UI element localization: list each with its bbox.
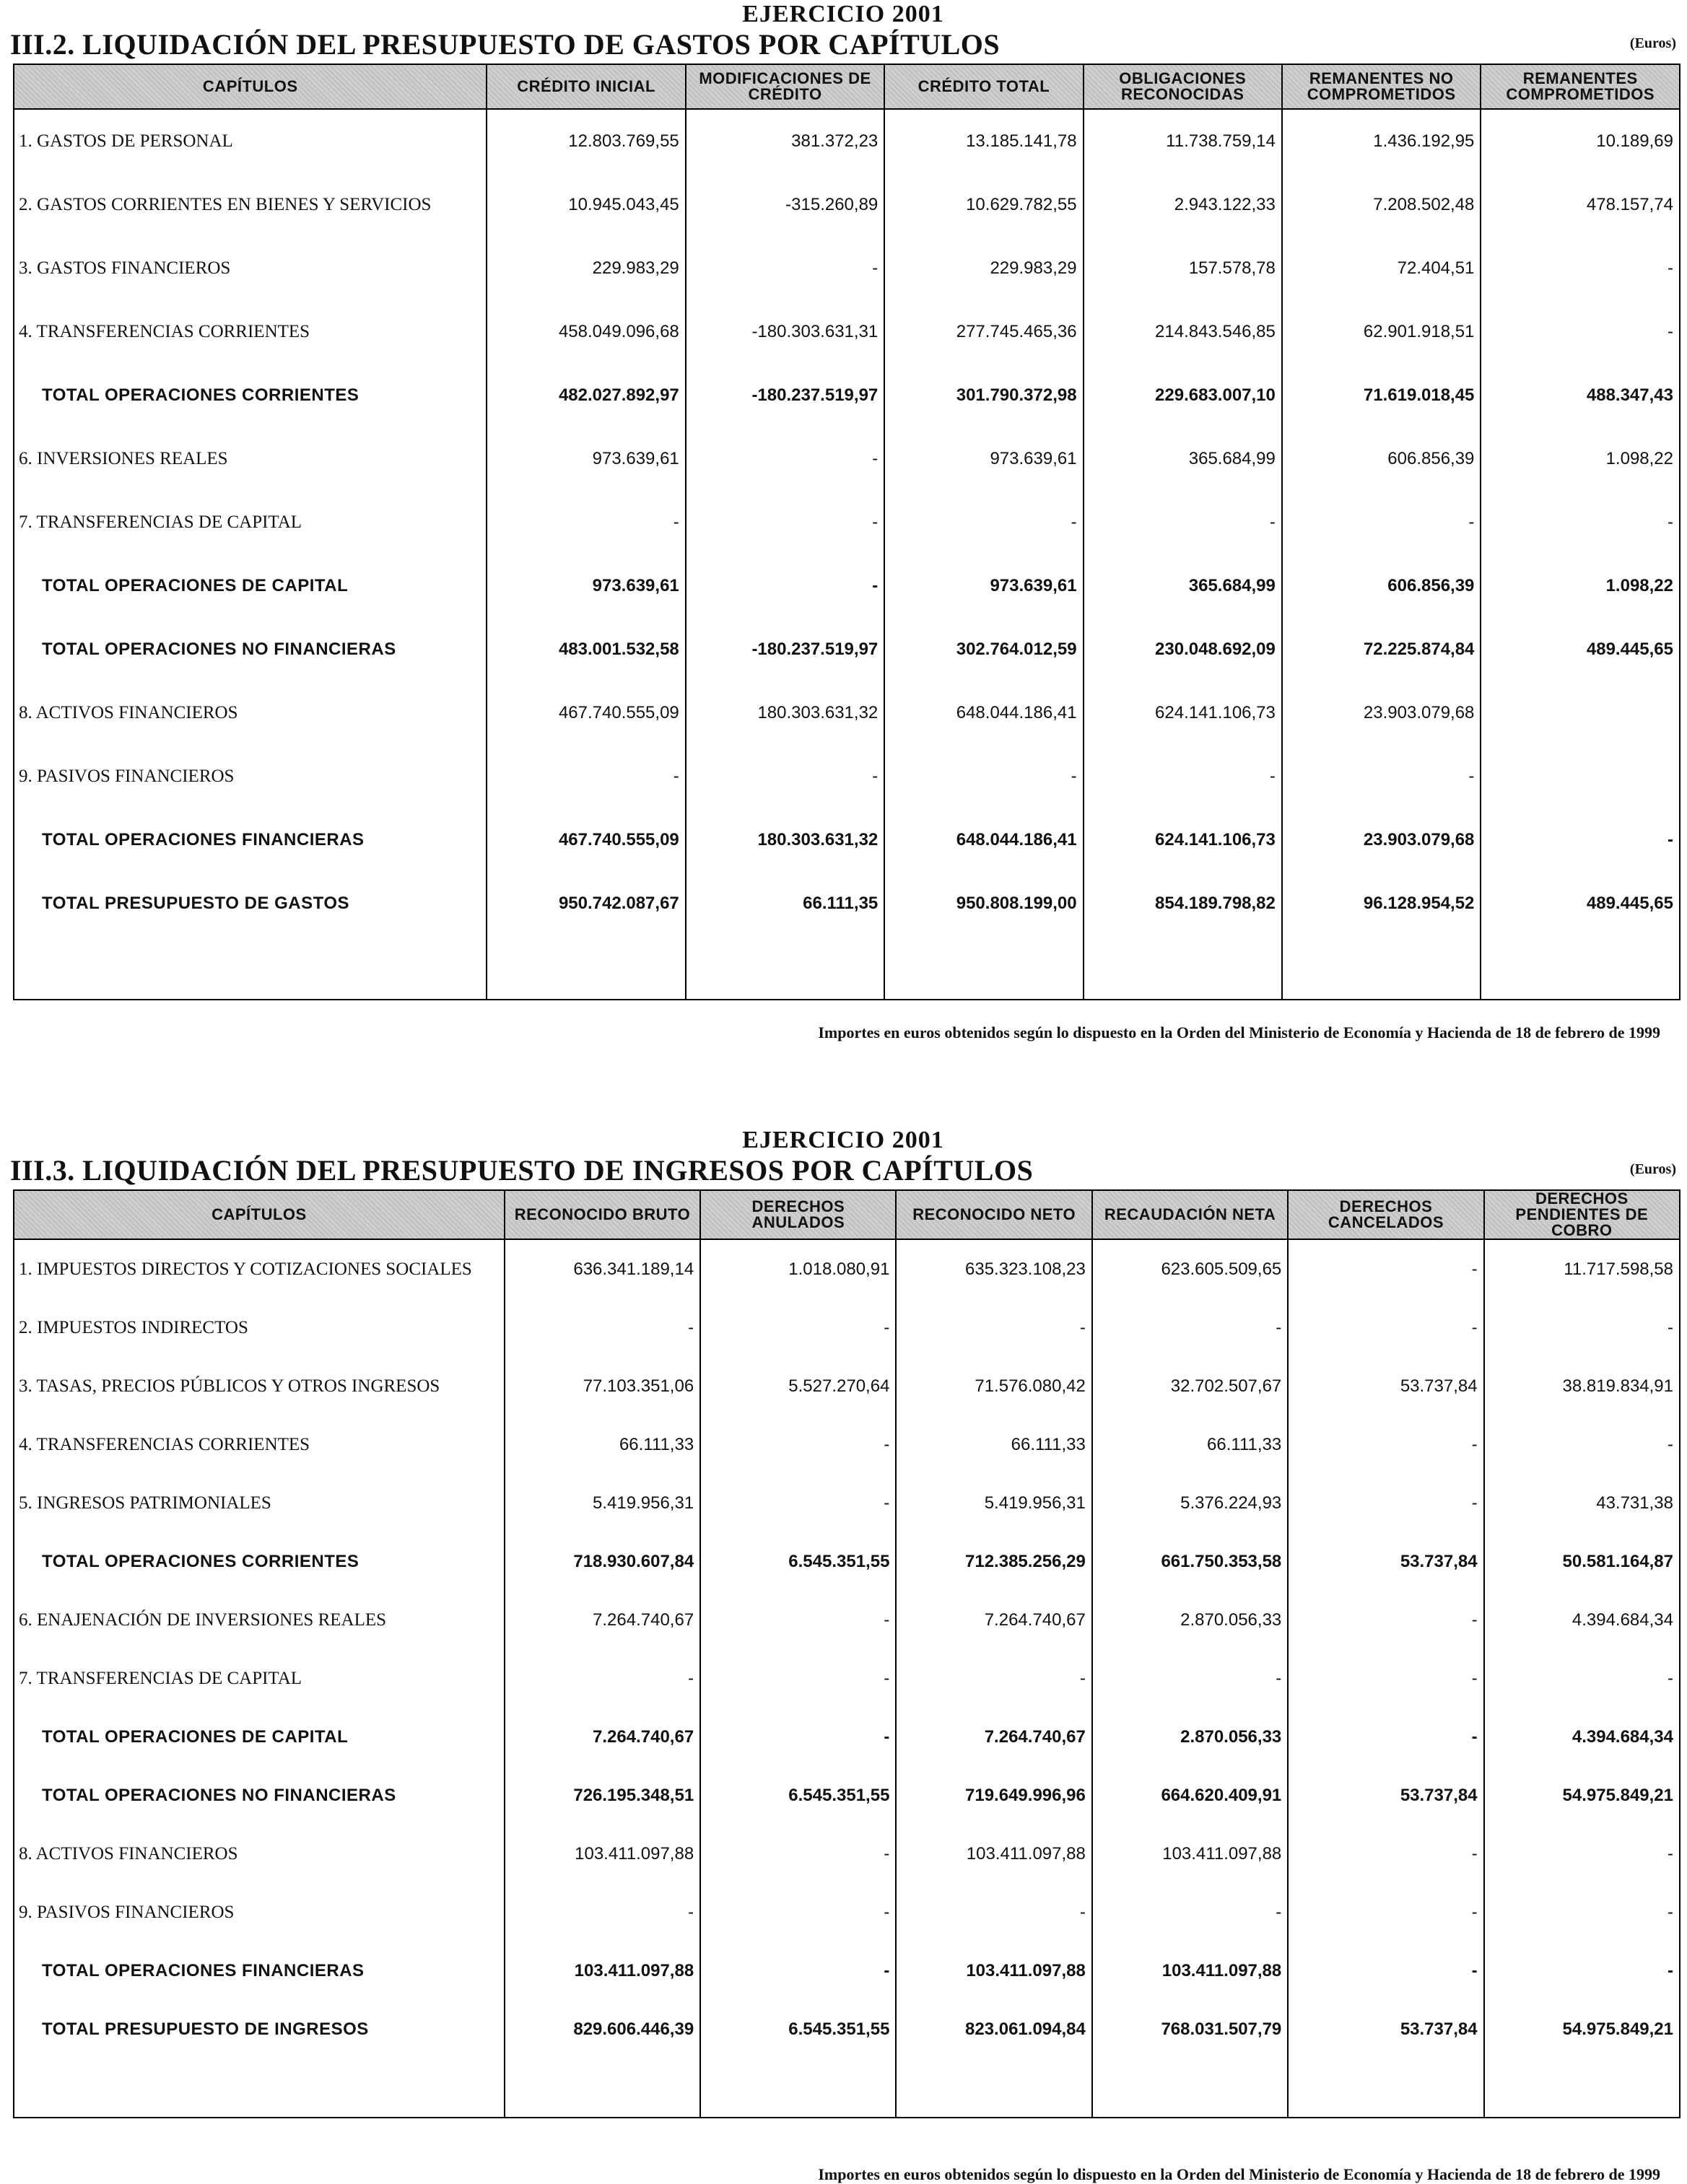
column-header: DERECHOS ANULADOS xyxy=(700,1190,896,1239)
value-cell: - xyxy=(700,1415,896,1474)
value-cell: 5.527.270,64 xyxy=(700,1357,896,1415)
value-cell: - xyxy=(1282,745,1481,808)
value-cell: - xyxy=(1288,1825,1483,1883)
table-row xyxy=(14,1298,1680,1357)
value-cell: 7.264.740,67 xyxy=(896,1708,1091,1766)
value-cell: 5.376.224,93 xyxy=(1092,1474,1288,1532)
column-header: RECONOCIDO NETO xyxy=(896,1190,1091,1239)
ingresos-table xyxy=(13,1189,1681,2118)
value-cell: 103.411.097,88 xyxy=(505,1941,700,2000)
value-cell: 823.061.094,84 xyxy=(896,2000,1091,2058)
row-label: 1. IMPUESTOS DIRECTOS Y COTIZACIONES SOCIALES xyxy=(14,1239,505,1298)
value-cell: 229.983,29 xyxy=(487,237,685,300)
total-row xyxy=(14,2000,1680,2058)
value-cell: 54.975.849,21 xyxy=(1484,1766,1680,1825)
value-cell: 1.098,22 xyxy=(1481,427,1680,491)
value-cell: 726.195.348,51 xyxy=(505,1766,700,1825)
value-cell: 66.111,35 xyxy=(686,872,885,935)
value-cell: - xyxy=(1092,1298,1288,1357)
gastos-table xyxy=(13,64,1681,1000)
value-cell: 53.737,84 xyxy=(1288,2000,1483,2058)
value-cell: 478.157,74 xyxy=(1481,173,1680,237)
value-cell: 768.031.507,79 xyxy=(1092,2000,1288,2058)
row-label: 8. ACTIVOS FINANCIEROS xyxy=(14,1825,505,1883)
row-label: TOTAL PRESUPUESTO DE GASTOS xyxy=(14,872,487,935)
value-cell: - xyxy=(686,554,885,618)
value-cell: 214.843.546,85 xyxy=(1084,300,1282,364)
value-cell: 712.385.256,29 xyxy=(896,1532,1091,1591)
table-bottom-spacer xyxy=(14,935,1680,1000)
row-label: TOTAL OPERACIONES FINANCIERAS xyxy=(14,1941,505,2000)
value-cell: 4.394.684,34 xyxy=(1484,1708,1680,1766)
value-cell: - xyxy=(1092,1649,1288,1708)
row-label: TOTAL OPERACIONES DE CAPITAL xyxy=(14,554,487,618)
row-label: TOTAL OPERACIONES DE CAPITAL xyxy=(14,1708,505,1766)
spacer-cell xyxy=(686,935,885,1000)
value-cell: -180.303.631,31 xyxy=(686,300,885,364)
value-cell: - xyxy=(505,1883,700,1941)
value-cell: - xyxy=(686,745,885,808)
row-label: TOTAL OPERACIONES NO FINANCIERAS xyxy=(14,618,487,681)
value-cell: 10.629.782,55 xyxy=(884,173,1083,237)
row-label: 7. TRANSFERENCIAS DE CAPITAL xyxy=(14,491,487,554)
total-row xyxy=(14,808,1680,872)
value-cell: 1.436.192,95 xyxy=(1282,109,1481,173)
row-label: TOTAL OPERACIONES FINANCIERAS xyxy=(14,808,487,872)
value-cell: - xyxy=(1288,1591,1483,1649)
value-cell: - xyxy=(700,1591,896,1649)
value-cell: 1.018.080,91 xyxy=(700,1239,896,1298)
table-row xyxy=(14,1649,1680,1708)
total-row xyxy=(14,1766,1680,1825)
row-label: 6. ENAJENACIÓN DE INVERSIONES REALES xyxy=(14,1591,505,1649)
table-row xyxy=(14,1357,1680,1415)
table-title: III.3. LIQUIDACIÓN DEL PRESUPUESTO DE INGRESOS POR CAPÍTULOS xyxy=(10,1154,1034,1187)
table-row xyxy=(14,109,1680,173)
value-cell: 103.411.097,88 xyxy=(896,1941,1091,2000)
value-cell: 23.903.079,68 xyxy=(1282,681,1481,745)
value-cell: - xyxy=(700,1883,896,1941)
value-cell: 50.581.164,87 xyxy=(1484,1532,1680,1591)
value-cell: 718.930.607,84 xyxy=(505,1532,700,1591)
value-cell: 458.049.096,68 xyxy=(487,300,685,364)
value-cell: - xyxy=(700,1941,896,2000)
value-cell: 7.264.740,67 xyxy=(896,1591,1091,1649)
value-cell: 606.856,39 xyxy=(1282,427,1481,491)
column-header: CRÉDITO TOTAL xyxy=(884,64,1083,109)
value-cell: 467.740.555,09 xyxy=(487,681,685,745)
value-cell: - xyxy=(1288,1649,1483,1708)
value-cell: 72.404,51 xyxy=(1282,237,1481,300)
column-header: RECAUDACIÓN NETA xyxy=(1092,1190,1288,1239)
value-cell: 365.684,99 xyxy=(1084,427,1282,491)
value-cell: 636.341.189,14 xyxy=(505,1239,700,1298)
table-row xyxy=(14,427,1680,491)
row-label: TOTAL OPERACIONES CORRIENTES xyxy=(14,1532,505,1591)
row-label: 5. INGRESOS PATRIMONIALES xyxy=(14,1474,505,1532)
value-cell: 6.545.351,55 xyxy=(700,2000,896,2058)
value-cell: 973.639,61 xyxy=(487,554,685,618)
value-cell: - xyxy=(896,1649,1091,1708)
value-cell: 180.303.631,32 xyxy=(686,808,885,872)
value-cell: 483.001.532,58 xyxy=(487,618,685,681)
column-header: CAPÍTULOS xyxy=(14,64,487,109)
row-label: TOTAL PRESUPUESTO DE INGRESOS xyxy=(14,2000,505,2058)
value-cell: - xyxy=(1288,1708,1483,1766)
value-cell: 7.264.740,67 xyxy=(505,1708,700,1766)
value-cell: - xyxy=(1484,1415,1680,1474)
value-cell: 973.639,61 xyxy=(487,427,685,491)
row-label: 9. PASIVOS FINANCIEROS xyxy=(14,745,487,808)
value-cell: 648.044.186,41 xyxy=(884,808,1083,872)
table-body xyxy=(14,109,1680,1000)
value-cell: 54.975.849,21 xyxy=(1484,2000,1680,2058)
spacer-cell xyxy=(1092,2058,1288,2118)
footnote: Importes en euros obtenidos según lo dispuesto en la Orden del Ministerio de Economía y Hacienda de 18 de febrero de 1999 xyxy=(818,1023,1660,1041)
row-label: 2. GASTOS CORRIENTES EN BIENES Y SERVICIOS xyxy=(14,173,487,237)
value-cell: 77.103.351,06 xyxy=(505,1357,700,1415)
value-cell: 10.189,69 xyxy=(1481,109,1680,173)
table-body xyxy=(14,1239,1680,2118)
value-cell: 53.737,84 xyxy=(1288,1766,1483,1825)
spacer-cell xyxy=(1282,935,1481,1000)
table-row xyxy=(14,681,1680,745)
footnote: Importes en euros obtenidos según lo dispuesto en la Orden del Ministerio de Economía y Hacienda de 18 de febrero de 1999 xyxy=(818,2165,1660,2183)
value-cell: 66.111,33 xyxy=(505,1415,700,1474)
total-row xyxy=(14,1941,1680,2000)
value-cell: 2.943.122,33 xyxy=(1084,173,1282,237)
spacer-cell xyxy=(14,935,487,1000)
row-label: 6. INVERSIONES REALES xyxy=(14,427,487,491)
header-row xyxy=(14,64,1680,109)
value-cell: - xyxy=(686,491,885,554)
value-cell: 489.445,65 xyxy=(1481,618,1680,681)
value-cell: 12.803.769,55 xyxy=(487,109,685,173)
value-cell: 229.683.007,10 xyxy=(1084,364,1282,427)
value-cell: - xyxy=(1288,1298,1483,1357)
value-cell: 635.323.108,23 xyxy=(896,1239,1091,1298)
value-cell: - xyxy=(884,745,1083,808)
header-row xyxy=(14,1190,1680,1239)
column-header: OBLIGACIONES RECONOCIDAS xyxy=(1084,64,1282,109)
table-row xyxy=(14,300,1680,364)
value-cell: -315.260,89 xyxy=(686,173,885,237)
value-cell: 624.141.106,73 xyxy=(1084,681,1282,745)
row-label: 7. TRANSFERENCIAS DE CAPITAL xyxy=(14,1649,505,1708)
ejercicio-heading: EJERCICIO 2001 xyxy=(742,1,944,27)
row-label: TOTAL OPERACIONES CORRIENTES xyxy=(14,364,487,427)
value-cell: - xyxy=(1288,1415,1483,1474)
value-cell: 719.649.996,96 xyxy=(896,1766,1091,1825)
spacer-cell xyxy=(1484,2058,1680,2118)
value-cell: 829.606.446,39 xyxy=(505,2000,700,2058)
value-cell: 71.619.018,45 xyxy=(1282,364,1481,427)
value-cell: 973.639,61 xyxy=(884,554,1083,618)
value-cell: - xyxy=(884,491,1083,554)
row-label: 4. TRANSFERENCIAS CORRIENTES xyxy=(14,1415,505,1474)
value-cell: 5.419.956,31 xyxy=(505,1474,700,1532)
value-cell: 103.411.097,88 xyxy=(1092,1825,1288,1883)
value-cell: - xyxy=(1092,1883,1288,1941)
value-cell: - xyxy=(1484,1825,1680,1883)
value-cell: 854.189.798,82 xyxy=(1084,872,1282,935)
table-row xyxy=(14,173,1680,237)
table-row xyxy=(14,1883,1680,1941)
value-cell: 5.419.956,31 xyxy=(896,1474,1091,1532)
value-cell: 489.445,65 xyxy=(1481,872,1680,935)
value-cell: 381.372,23 xyxy=(686,109,885,173)
row-label: 3. TASAS, PRECIOS PÚBLICOS Y OTROS INGRESOS xyxy=(14,1357,505,1415)
spacer-cell xyxy=(1084,935,1282,1000)
value-cell: 7.208.502,48 xyxy=(1282,173,1481,237)
value-cell: - xyxy=(505,1649,700,1708)
table-row xyxy=(14,1474,1680,1532)
value-cell xyxy=(1481,681,1680,745)
value-cell: 973.639,61 xyxy=(884,427,1083,491)
value-cell: - xyxy=(1481,491,1680,554)
value-cell: 301.790.372,98 xyxy=(884,364,1083,427)
value-cell: - xyxy=(1288,1474,1483,1532)
total-row xyxy=(14,364,1680,427)
value-cell: - xyxy=(1282,491,1481,554)
value-cell: -180.237.519,97 xyxy=(686,618,885,681)
value-cell: 43.731,38 xyxy=(1484,1474,1680,1532)
value-cell: 103.411.097,88 xyxy=(505,1825,700,1883)
value-cell: 10.945.043,45 xyxy=(487,173,685,237)
table-bottom-spacer xyxy=(14,2058,1680,2118)
value-cell: - xyxy=(1084,745,1282,808)
value-cell: 11.717.598,58 xyxy=(1484,1239,1680,1298)
value-cell: 661.750.353,58 xyxy=(1092,1532,1288,1591)
value-cell: - xyxy=(505,1298,700,1357)
value-cell: 13.185.141,78 xyxy=(884,109,1083,173)
total-row xyxy=(14,618,1680,681)
spacer-cell xyxy=(700,2058,896,2118)
spacer-cell xyxy=(884,935,1083,1000)
value-cell: 664.620.409,91 xyxy=(1092,1766,1288,1825)
row-label: 9. PASIVOS FINANCIEROS xyxy=(14,1883,505,1941)
value-cell: 624.141.106,73 xyxy=(1084,808,1282,872)
value-cell: 606.856,39 xyxy=(1282,554,1481,618)
column-header: MODIFICACIONES DE CRÉDITO xyxy=(686,64,885,109)
column-header: CAPÍTULOS xyxy=(14,1190,505,1239)
value-cell: - xyxy=(1484,1649,1680,1708)
value-cell: 6.545.351,55 xyxy=(700,1532,896,1591)
value-cell: - xyxy=(1288,1239,1483,1298)
table-title: III.2. LIQUIDACIÓN DEL PRESUPUESTO DE GASTOS POR CAPÍTULOS xyxy=(10,28,1001,61)
column-header: REMANENTES COMPROMETIDOS xyxy=(1481,64,1680,109)
ejercicio-heading: EJERCICIO 2001 xyxy=(742,1127,944,1153)
value-cell: 157.578,78 xyxy=(1084,237,1282,300)
value-cell: 950.742.087,67 xyxy=(487,872,685,935)
value-cell: - xyxy=(487,491,685,554)
total-row xyxy=(14,872,1680,935)
value-cell: - xyxy=(1481,237,1680,300)
total-row xyxy=(14,1708,1680,1766)
value-cell: - xyxy=(1084,491,1282,554)
value-cell: 71.576.080,42 xyxy=(896,1357,1091,1415)
total-row xyxy=(14,554,1680,618)
value-cell: 1.098,22 xyxy=(1481,554,1680,618)
value-cell: - xyxy=(1481,300,1680,364)
units-label: (Euros) xyxy=(1629,35,1676,51)
column-header: DERECHOS CANCELADOS xyxy=(1288,1190,1483,1239)
value-cell: 103.411.097,88 xyxy=(896,1825,1091,1883)
spacer-cell xyxy=(1288,2058,1483,2118)
column-header: RECONOCIDO BRUTO xyxy=(505,1190,700,1239)
value-cell: 2.870.056,33 xyxy=(1092,1591,1288,1649)
row-label: 2. IMPUESTOS INDIRECTOS xyxy=(14,1298,505,1357)
units-label: (Euros) xyxy=(1629,1161,1676,1177)
table-row xyxy=(14,1825,1680,1883)
value-cell: 229.983,29 xyxy=(884,237,1083,300)
table-row xyxy=(14,1239,1680,1298)
value-cell: 103.411.097,88 xyxy=(1092,1941,1288,2000)
value-cell: - xyxy=(1484,1883,1680,1941)
value-cell: 53.737,84 xyxy=(1288,1357,1483,1415)
value-cell: - xyxy=(1484,1298,1680,1357)
value-cell: 230.048.692,09 xyxy=(1084,618,1282,681)
value-cell: 66.111,33 xyxy=(1092,1415,1288,1474)
value-cell: - xyxy=(700,1825,896,1883)
column-header: REMANENTES NO COMPROMETIDOS xyxy=(1282,64,1481,109)
value-cell: - xyxy=(700,1708,896,1766)
value-cell: 11.738.759,14 xyxy=(1084,109,1282,173)
spacer-cell xyxy=(1481,935,1680,1000)
row-label: 8. ACTIVOS FINANCIEROS xyxy=(14,681,487,745)
value-cell: - xyxy=(896,1883,1091,1941)
table-row xyxy=(14,1415,1680,1474)
spacer-cell xyxy=(896,2058,1091,2118)
value-cell: - xyxy=(896,1298,1091,1357)
value-cell: - xyxy=(1288,1941,1483,2000)
value-cell: 32.702.507,67 xyxy=(1092,1357,1288,1415)
value-cell: 53.737,84 xyxy=(1288,1532,1483,1591)
value-cell: 23.903.079,68 xyxy=(1282,808,1481,872)
value-cell: 950.808.199,00 xyxy=(884,872,1083,935)
value-cell: 277.745.465,36 xyxy=(884,300,1083,364)
value-cell: 467.740.555,09 xyxy=(487,808,685,872)
value-cell: 648.044.186,41 xyxy=(884,681,1083,745)
value-cell: - xyxy=(700,1474,896,1532)
value-cell: 488.347,43 xyxy=(1481,364,1680,427)
table-row xyxy=(14,237,1680,300)
value-cell: 482.027.892,97 xyxy=(487,364,685,427)
value-cell: - xyxy=(487,745,685,808)
table-row xyxy=(14,491,1680,554)
spacer-cell xyxy=(14,2058,505,2118)
table-row xyxy=(14,1591,1680,1649)
value-cell: - xyxy=(700,1298,896,1357)
value-cell: 62.901.918,51 xyxy=(1282,300,1481,364)
value-cell: 38.819.834,91 xyxy=(1484,1357,1680,1415)
value-cell: 2.870.056,33 xyxy=(1092,1708,1288,1766)
value-cell: 66.111,33 xyxy=(896,1415,1091,1474)
value-cell: 6.545.351,55 xyxy=(700,1766,896,1825)
row-label: 1. GASTOS DE PERSONAL xyxy=(14,109,487,173)
value-cell: 180.303.631,32 xyxy=(686,681,885,745)
total-row xyxy=(14,1532,1680,1591)
value-cell: - xyxy=(1481,808,1680,872)
value-cell: -180.237.519,97 xyxy=(686,364,885,427)
value-cell: - xyxy=(700,1649,896,1708)
row-label: 4. TRANSFERENCIAS CORRIENTES xyxy=(14,300,487,364)
spacer-cell xyxy=(487,935,685,1000)
column-header: DERECHOS PENDIENTES DE COBRO xyxy=(1484,1190,1680,1239)
value-cell: 623.605.509,65 xyxy=(1092,1239,1288,1298)
value-cell: 96.128.954,52 xyxy=(1282,872,1481,935)
value-cell: 365.684,99 xyxy=(1084,554,1282,618)
value-cell: - xyxy=(686,427,885,491)
value-cell: 72.225.874,84 xyxy=(1282,618,1481,681)
table-row xyxy=(14,745,1680,808)
value-cell: 7.264.740,67 xyxy=(505,1591,700,1649)
value-cell: - xyxy=(1288,1883,1483,1941)
row-label: TOTAL OPERACIONES NO FINANCIERAS xyxy=(14,1766,505,1825)
spacer-cell xyxy=(505,2058,700,2118)
column-header: CRÉDITO INICIAL xyxy=(487,64,685,109)
value-cell xyxy=(1481,745,1680,808)
value-cell: - xyxy=(686,237,885,300)
value-cell: 4.394.684,34 xyxy=(1484,1591,1680,1649)
row-label: 3. GASTOS FINANCIEROS xyxy=(14,237,487,300)
value-cell: 302.764.012,59 xyxy=(884,618,1083,681)
value-cell: - xyxy=(1484,1941,1680,2000)
